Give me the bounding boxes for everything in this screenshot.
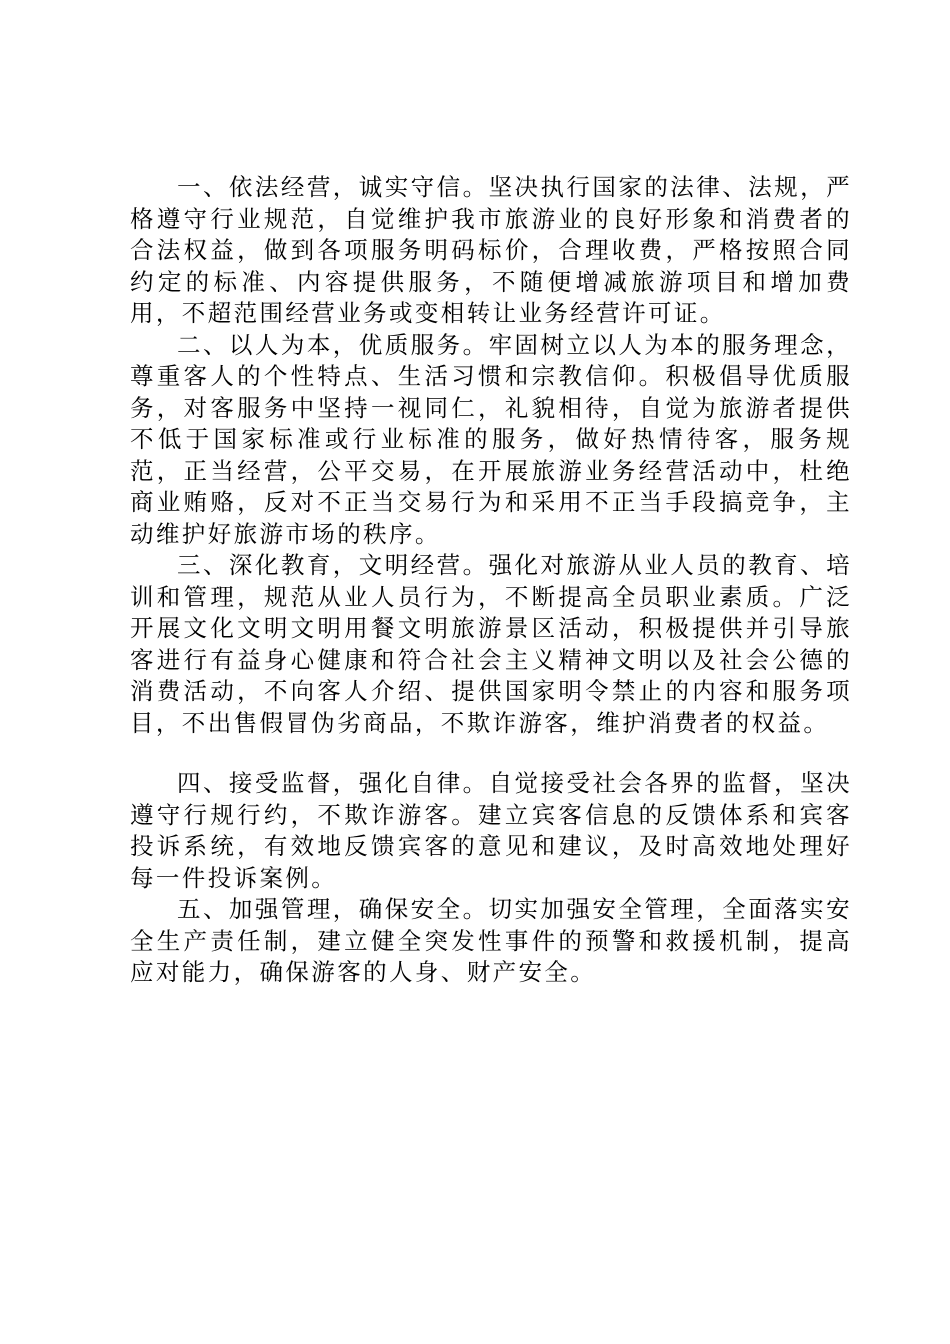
paragraph-3: 三、深化教育，文明经营。强化对旅游从业人员的教育、培训和管理，规范从业人员行为，不断提高全员职业素质。广泛开展文化文明文明用餐文明旅游景区活动，积极提供并引导旅客进行有益身心健康和符合社会主义精神文明以及社会公德的消费活动，不向客人介绍、提供国家明令禁止的内容和服务项目，不出售假冒伪劣商品，不欺诈游客，维护消费者的权益。 xyxy=(130,551,852,737)
paragraph-5: 五、加强管理，确保安全。切实加强安全管理，全面落实安全生产责任制，建立健全突发性事件的预警和救援机制，提高应对能力，确保游客的人身、财产安全。 xyxy=(130,895,852,986)
paragraph-4: 四、接受监督，强化自律。自觉接受社会各界的监督，坚决遵守行规行约，不欺诈游客。建立宾客信息的反馈体系和宾客投诉系统，有效地反馈宾客的意见和建议，及时高效地处理好每一件投诉案例。 xyxy=(130,769,852,892)
paragraph-spacer xyxy=(130,739,852,768)
document-body xyxy=(130,172,852,989)
paragraph-1: 一、依法经营，诚实守信。坚决执行国家的法律、法规，严格遵守行业规范，自觉维护我市旅游业的良好形象和消费者的合法权益，做到各项服务明码标价，合理收费，严格按照合同约定的标准、内容提供服务，不随便增减旅游项目和增加费用，不超范围经营业务或变相转让业务经营许可证。 xyxy=(130,173,852,327)
paragraph-2: 二、以人为本，优质服务。牢固树立以人为本的服务理念，尊重客人的个性特点、生活习惯和宗教信仰。积极倡导优质服务，对客服务中坚持一视同仁，礼貌相待，自觉为旅游者提供不低于国家标准或行业标准的服务，做好热情待客，服务规范，正当经营，公平交易，在开展旅游业务经营活动中，杜绝商业贿赂，反对不正当交易行为和采用不正当手段搞竞争，主动维护好旅游市场的秩序。 xyxy=(130,330,852,548)
